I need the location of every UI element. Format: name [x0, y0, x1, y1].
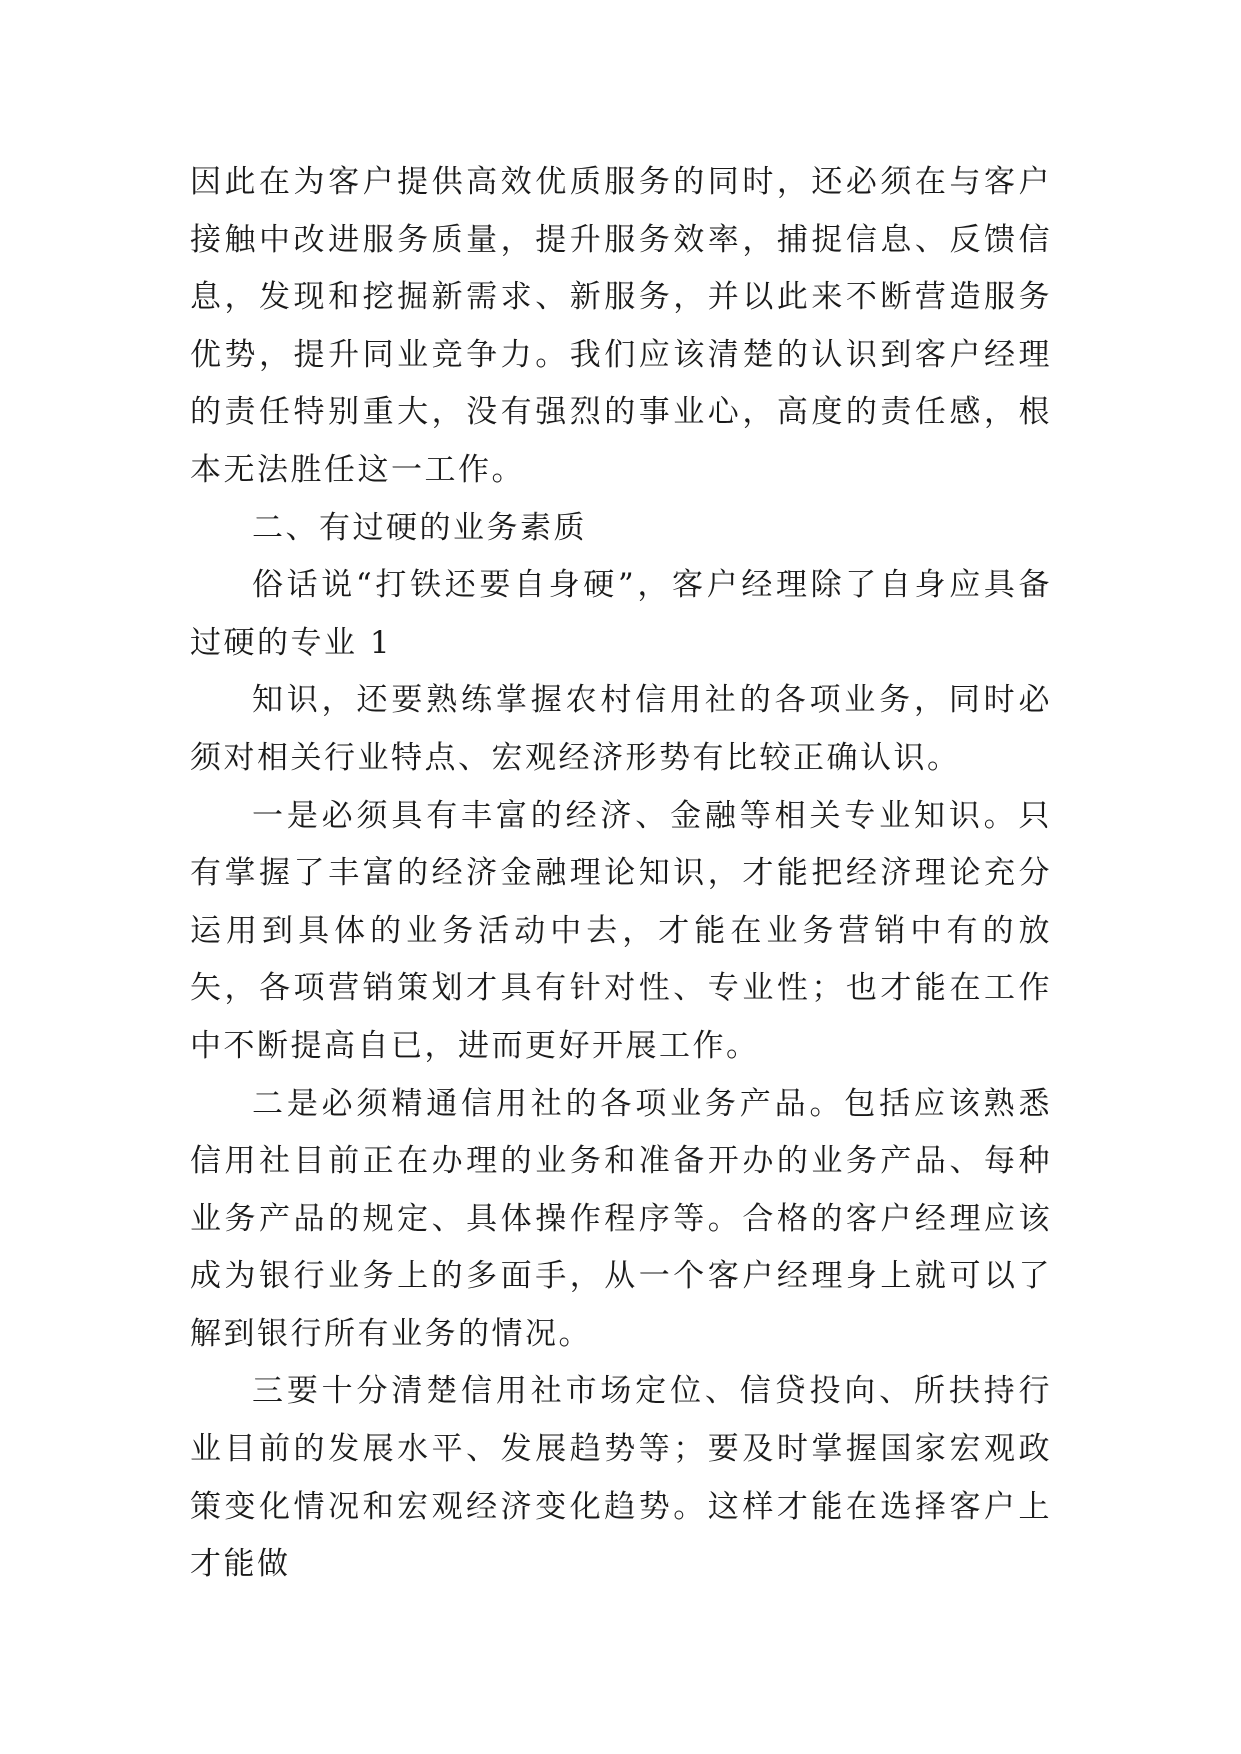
section-heading: 二、有过硬的业务素质: [252, 509, 587, 546]
paragraph-point-two: 二是必须精通信用社的各项业务产品。包括应该熟悉信用社目前正在办理的业务和准备开办的业务产品、每种业务产品的规定、具体操作程序等。合格的客户经理应该成为银行业务上的多面手，从一个客户经理身上就可以了解到银行所有业务的情况。: [190, 1085, 1052, 1352]
paragraph-continuation: 因此在为客户提供高效优质服务的同时，还必须在与客户接触中改进服务质量，提升服务效率，捕捉信息、反馈信息，发现和挖掘新需求、新服务，并以此来不断营造服务优势，提升同业竞争力。我们应该清楚的认识到客户经理的责任特别重大，没有强烈的事业心，高度的责任感，根本无法胜任这一工作。: [190, 164, 1052, 488]
paragraph-proverb: 俗话说“打铁还要自身硬”，客户经理除了自身应具备过硬的专业 1: [190, 567, 1052, 661]
paragraph-point-one: 一是必须具有丰富的经济、金融等相关专业知识。只有掌握了丰富的经济金融理论知识，才能把经济理论充分运用到具体的业务活动中去，才能在业务营销中有的放矢，各项营销策划才具有针对性、专业性；也才能在工作中不断提高自已，进而更好开展工作。: [190, 797, 1052, 1064]
paragraph-knowledge: 知识，还要熟练掌握农村信用社的各项业务，同时必须对相关行业特点、宏观经济形势有比较正确认识。: [190, 682, 1052, 776]
paragraph-point-three: 三要十分清楚信用社市场定位、信贷投向、所扶持行业目前的发展水平、发展趋势等；要及时掌握国家宏观政策变化情况和宏观经济变化趋势。这样才能在选择客户上才能做: [190, 1373, 1052, 1583]
document-body: [190, 154, 1052, 1594]
